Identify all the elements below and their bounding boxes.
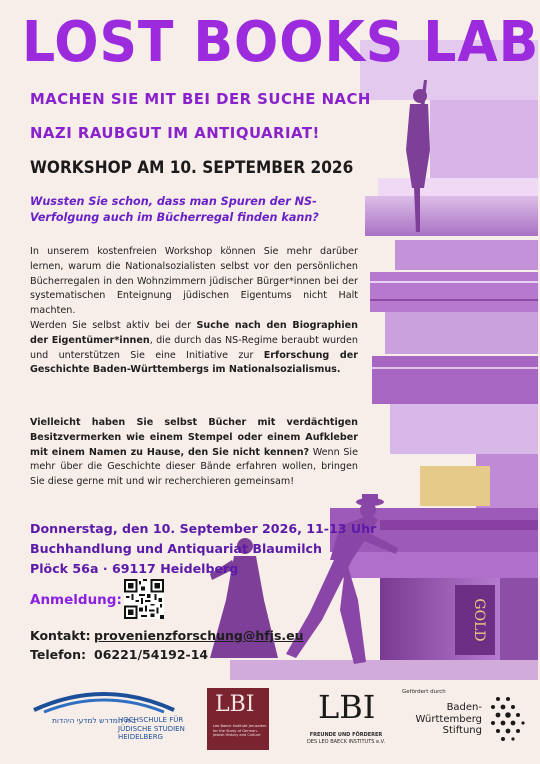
- event-details: [30, 519, 376, 579]
- workshop-heading: WORKSHOP AM 10. SEPTEMBER 2026: [30, 158, 354, 177]
- contact-row: [30, 628, 304, 643]
- paragraph-1: [30, 245, 358, 378]
- intro-question: Wussten Sie schon, dass man Spuren der NS-Verfolgung auch im Bücherregal finden kann?: [30, 195, 319, 224]
- paragraph-2-text-b: , die durch das NS-Regime beraubt wurden und unterstützen Sie eine Initiative zur: [30, 334, 358, 361]
- signup-label: Anmeldung:: [30, 592, 122, 608]
- paragraph-2-bold-b: Erforschung der Geschichte Baden-Württembergs im Nationalsozialismus.: [30, 349, 358, 376]
- lbi-friends-mark: LBI: [318, 688, 376, 726]
- bw-stiftung-dots-logo: [488, 694, 528, 744]
- poster-title: LOST BOOKS LAB: [22, 10, 540, 75]
- bw-line-3: Stiftung: [442, 725, 482, 736]
- event-date: Donnerstag, den 10. September 2026, 11-13 Uhr: [30, 521, 377, 536]
- paragraph-1-text: In unserem kostenfreien Workshop können Sie mehr darüber lernen, warum die Nationalsozialisten selbst vor den persönlichen Bücherregalen in den Wohnzimmern jüdischer Bürger*innen bei der systematischen Enteignung jüdischen Eigentums nicht Halt machten.: [30, 246, 358, 317]
- paragraph-3-bold: Vielleicht haben Sie selbst Bücher mit verdächtigen Besitzvermerken wie einem Stempel oder einem Aufkleber mit einem Namen zu Hause, den Sie nicht kennen?: [30, 417, 358, 458]
- contact-email-link[interactable]: provenienzforschung@hfjs.eu: [94, 628, 304, 643]
- paragraph-3: [30, 416, 358, 490]
- hfjs-line-1: HOCHSCHULE FÜR: [118, 716, 184, 724]
- paragraph-2-text-a: Werden Sie selbst aktiv bei der: [30, 319, 197, 331]
- lbi-jerusalem-name: Leo Baeck Institute Jerusalem: [213, 724, 267, 728]
- event-place: Buchhandlung und Antiquariat Blaumilch: [30, 541, 322, 556]
- bw-stiftung-text: [404, 702, 482, 737]
- lbi-friends-line-2: DES LEO BAECK INSTITUTS e.V.: [306, 739, 386, 745]
- signup-qr-code[interactable]: [124, 579, 164, 619]
- bw-line-2: Württemberg: [415, 713, 482, 725]
- lbi-jerusalem-sub: for the Study of German-Jewish History and Culture: [213, 728, 261, 738]
- book-spine-text: GOLD: [471, 598, 487, 642]
- phone-number: 06221/54192-14: [94, 647, 209, 662]
- event-address: Plöck 56a · 69117 Heidelberg: [30, 561, 239, 576]
- phone-row: [30, 647, 209, 662]
- bw-funded-by: Gefördert durch: [402, 689, 446, 695]
- lbi-friends-text: [296, 732, 396, 746]
- contact-label: Kontakt:: [30, 628, 91, 643]
- lbi-jerusalem-text: [213, 724, 267, 738]
- subtitle-line-1: MACHEN SIE MIT BEI DER SUCHE NACH: [30, 90, 371, 108]
- paragraph-2-bold-a: Suche nach den Biographien der Eigentümer*innen: [30, 319, 358, 346]
- hfjs-line-3: HEIDELBERG: [118, 733, 163, 742]
- lbi-jerusalem-logo: [207, 688, 269, 750]
- lbi-friends-line-1: FREUNDE UND FÖRDERER: [309, 732, 383, 738]
- hfjs-text: [118, 716, 185, 742]
- bw-line-1: Baden-: [446, 702, 482, 713]
- hfjs-logo-mark: [30, 688, 178, 714]
- paragraph-3-text: Wenn Sie mehr über die Geschichte dieser Bände erfahren wollen, bringen Sie diese gerne mit und wir recherchieren gemeinsam!: [30, 446, 358, 488]
- hfjs-hebrew: בית המדרש למדעי היהדות: [52, 716, 137, 725]
- lbi-jerusalem-mark: LBI: [215, 692, 255, 717]
- hfjs-line-2: JÜDISCHE STUDIEN: [118, 724, 185, 733]
- phone-label: Telefon:: [30, 647, 87, 662]
- subtitle-line-2: NAZI RAUBGUT IM ANTIQUARIAT!: [30, 124, 320, 142]
